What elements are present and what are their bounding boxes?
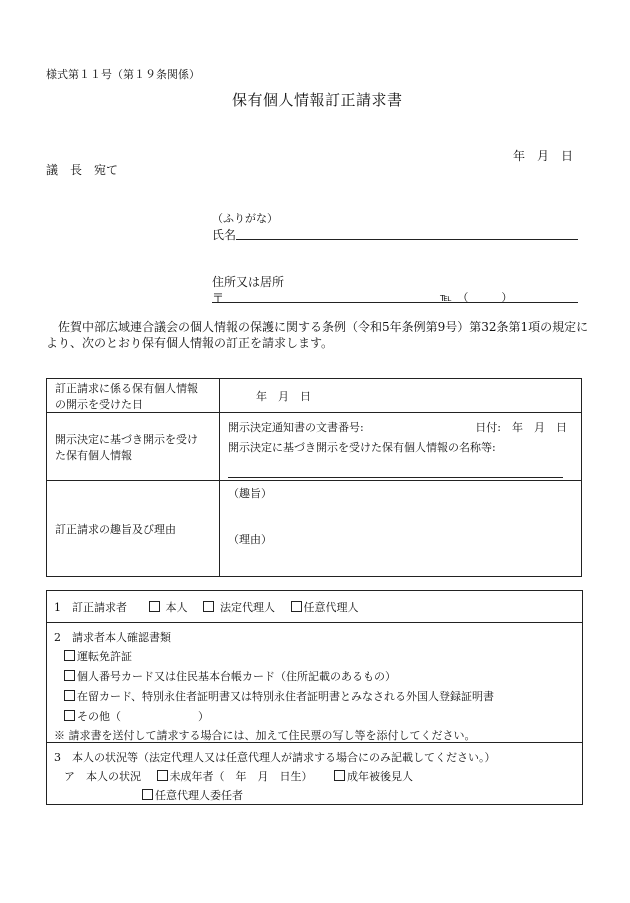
id-docs-label: 2 請求者本人確認書類 [54, 631, 171, 644]
checkbox-legal-agent[interactable] [203, 601, 216, 614]
reason-label: （理由） [228, 533, 272, 546]
checkbox-icon [64, 670, 75, 681]
disclosure-date-label: 訂正請求に係る保有個人情報 の開示を受けた日 [47, 379, 220, 413]
checkbox-icon [64, 650, 75, 661]
address-label: 住所又は居所 [212, 275, 285, 289]
correction-table [46, 378, 582, 577]
checkbox-voluntary-principal[interactable]: 任意代理人委任者 [142, 787, 243, 803]
disclosed-info-cell[interactable] [220, 413, 582, 481]
tel-label: ℡ （ ） [440, 291, 513, 304]
mail-request-note: ※ 請求書を送付して請求する場合には、加えて住民票の写し等を添付してください。 [54, 729, 476, 742]
intro-line-1: 佐賀中部広域連合議会の個人情報の保護に関する条例（令和5年条例第9号）第32条第1項の規定に [58, 320, 589, 334]
purpose-reason-label: 訂正請求の趣旨及び理由 [47, 481, 220, 577]
voluntary-agent-label: 任意代理人 [303, 601, 359, 614]
intro-line-2: より、次のとおり保有個人情報の訂正を請求します。 [46, 336, 334, 350]
legal-agent-label: 法定代理人 [220, 601, 275, 614]
purpose-reason-cell[interactable] [220, 481, 582, 577]
principal-status-row [64, 768, 413, 784]
checkbox-icon [64, 710, 75, 721]
checkbox-self[interactable] [149, 601, 162, 614]
checkbox-minor[interactable]: 未成年者（ 年 月 日生） [157, 770, 313, 783]
id-doc-item-2[interactable]: 個人番号カード又は住民基本台帳カード（住所記載のあるもの） [64, 668, 396, 684]
info-name-label: 開示決定に基づき開示を受けた保有個人情報の名称等: [228, 441, 496, 454]
notice-date-label: 日付: 年 月 日 [475, 421, 567, 434]
form-number: 様式第１１号（第１９条関係） [46, 68, 200, 81]
doc-number-label: 開示決定通知書の文書番号: [228, 421, 364, 434]
checkbox-icon [64, 690, 75, 701]
info-name-input-line[interactable] [228, 477, 563, 478]
separator-1 [46, 622, 582, 623]
self-label: 本人 [165, 601, 188, 614]
id-doc-item-1[interactable]: 運転免許証 [64, 648, 132, 664]
id-doc-item-3[interactable]: 在留カード、特別永住者証明書又は特別永住者証明書とみなされる外国人登録証明書 [64, 688, 494, 704]
requester-type-label: 1 訂正請求者 [54, 601, 127, 614]
address-input-line[interactable] [212, 302, 578, 303]
principal-status-label: 3 本人の状況等（法定代理人又は任意代理人が請求する場合にのみ記載してください。） [54, 751, 496, 764]
date-field[interactable]: 年 月 日 [513, 149, 574, 163]
name-label: 氏名 [212, 228, 237, 242]
furigana-label: （ふりがな） [212, 212, 278, 225]
postal-mark: 〒 [212, 291, 225, 305]
addressee: 議 長 宛て [46, 163, 119, 177]
disclosure-date-cell[interactable]: 年 月 日 [220, 379, 582, 413]
disclosed-info-label: 開示決定に基づき開示を受け た保有個人情報 [47, 413, 220, 481]
checkbox-adult-ward[interactable]: 成年被後見人 [334, 770, 413, 783]
name-input-line[interactable] [236, 239, 578, 240]
status-label: ア 本人の状況 [64, 770, 141, 783]
purpose-label: （趣旨） [228, 487, 272, 500]
id-doc-item-4[interactable]: その他（ ） [64, 708, 209, 724]
page-title: 保有個人情報訂正請求書 [232, 91, 403, 109]
requester-type-row [54, 599, 359, 615]
checkbox-voluntary-agent[interactable] [291, 601, 304, 614]
